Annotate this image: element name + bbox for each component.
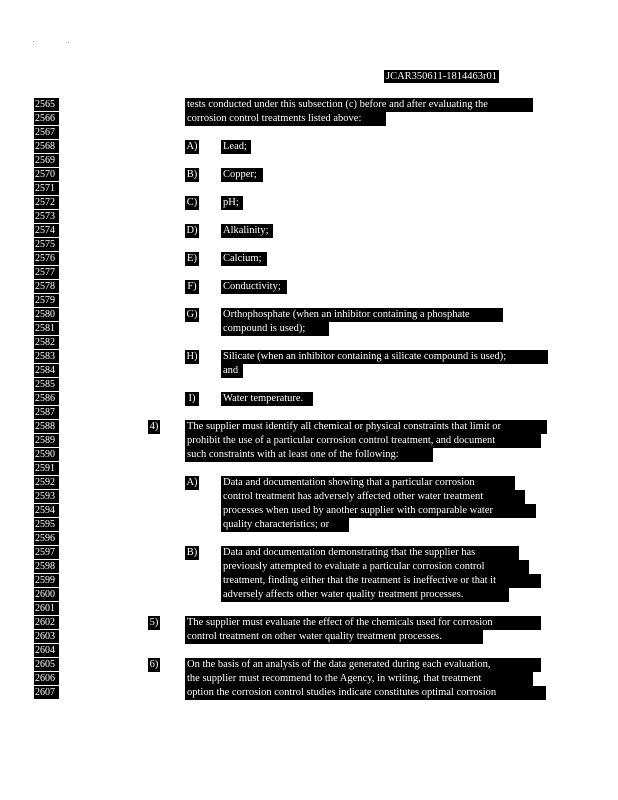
list-marker: H) (186, 351, 198, 362)
list-marker: G) (186, 309, 198, 320)
line-number: 2569 (34, 154, 59, 167)
list-item-text: processes when used by another supplier with comparable water (221, 504, 536, 518)
line-number: 2585 (34, 378, 59, 391)
line-number: 2597 (34, 546, 59, 559)
line-number: 2601 (34, 602, 59, 615)
list-item-text: quality characteristics; or (221, 518, 349, 532)
line-number: 2584 (34, 364, 59, 377)
line-number: 2583 (34, 350, 59, 363)
line-number: 2571 (34, 182, 59, 195)
line-number: 2565 (34, 98, 59, 111)
intro-line: tests conducted under this subsection (c) before and after evaluating the (185, 98, 533, 112)
line-number: 2599 (34, 574, 59, 587)
line-number: 2580 (34, 308, 59, 321)
paragraph-line: prohibit the use of a particular corrosion control treatment, and document (185, 434, 541, 448)
line-number: 2581 (34, 322, 59, 335)
line-number: 2575 (34, 238, 59, 251)
list-item-text: previously attempted to evaluate a particular corrosion control (221, 560, 529, 574)
paragraph-marker: 6) (149, 659, 159, 670)
line-number: 2577 (34, 266, 59, 279)
list-item-text: Orthophosphate (when an inhibitor containing a phosphate (221, 308, 503, 322)
list-marker: D) (186, 225, 198, 236)
list-item-text: Data and documentation showing that a particular corrosion (221, 476, 515, 490)
list-item-text: control treatment has adversely affected other water treatment (221, 490, 525, 504)
list-item-text: Water temperature. (221, 392, 313, 406)
list-item-text: Copper; (221, 168, 263, 182)
list-item-text: treatment, finding either that the treatment is ineffective or that it (221, 574, 541, 588)
list-item-text: pH; (221, 196, 243, 210)
document-id: JCAR350611-1814463r01 (386, 71, 498, 82)
list-marker: B) (186, 169, 198, 180)
list-item-text: Data and documentation demonstrating that the supplier has (221, 546, 519, 560)
line-number: 2602 (34, 616, 59, 629)
list-marker: C) (186, 197, 198, 208)
list-item-text: Silicate (when an inhibitor containing a silicate compound is used); (221, 350, 548, 364)
list-item-text: compound is used); (221, 322, 329, 336)
paragraph-line: The supplier must identify all chemical or physical constraints that limit or (185, 420, 547, 434)
paragraph-marker: 4) (149, 421, 159, 432)
paragraph-line: such constraints with at least one of the following: (185, 448, 433, 462)
paragraph-marker: 5) (149, 617, 159, 628)
list-item-text: Conductivity; (221, 280, 287, 294)
line-number: 2595 (34, 518, 59, 531)
line-number: 2606 (34, 672, 59, 685)
line-number: 2578 (34, 280, 59, 293)
line-number: 2576 (34, 252, 59, 265)
line-number: 2567 (34, 126, 59, 139)
list-item-text: Alkalinity; (221, 224, 273, 238)
line-number: 2589 (34, 434, 59, 447)
line-number: 2600 (34, 588, 59, 601)
line-number: 2568 (34, 140, 59, 153)
list-marker: A) (186, 141, 198, 152)
intro-line: corrosion control treatments listed above: (185, 112, 386, 126)
line-number: 2572 (34, 196, 59, 209)
line-number: 2604 (34, 644, 59, 657)
list-item-text: Calcium; (221, 252, 267, 266)
list-marker: A) (186, 477, 198, 488)
line-number: 2591 (34, 462, 59, 475)
list-marker: B) (186, 547, 198, 558)
line-number: 2573 (34, 210, 59, 223)
line-number: 2586 (34, 392, 59, 405)
list-item-text: adversely affects other water quality treatment processes. (221, 588, 509, 602)
paragraph-line: the supplier must recommend to the Agency, in writing, that treatment (185, 672, 533, 686)
list-item-text: and (221, 364, 243, 378)
list-item-text: Lead; (221, 140, 251, 154)
list-marker: F) (185, 280, 199, 294)
line-number: 2598 (34, 560, 59, 573)
paragraph-line: The supplier must evaluate the effect of the chemicals used for corrosion (185, 616, 541, 630)
line-number: 2593 (34, 490, 59, 503)
line-number: 2587 (34, 406, 59, 419)
line-number: 2570 (34, 168, 59, 181)
line-number: 2588 (34, 420, 59, 433)
scan-speck (68, 42, 69, 43)
line-number: 2603 (34, 630, 59, 643)
line-number: 2607 (34, 686, 59, 699)
paragraph-line: option the corrosion control studies indicate constitutes optimal corrosion (185, 686, 546, 700)
paragraph-line: On the basis of an analysis of the data generated during each evaluation, (185, 658, 541, 672)
list-marker: E) (185, 252, 199, 266)
scan-speck (33, 41, 34, 42)
line-number: 2579 (34, 294, 59, 307)
line-number: 2566 (34, 112, 59, 125)
line-number: 2596 (34, 532, 59, 545)
line-number: 2582 (34, 336, 59, 349)
line-number: 2574 (34, 224, 59, 237)
line-number: 2592 (34, 476, 59, 489)
line-number: 2590 (34, 448, 59, 461)
paragraph-line: control treatment on other water quality treatment processes. (185, 630, 483, 644)
line-number: 2605 (34, 658, 59, 671)
line-number: 2594 (34, 504, 59, 517)
list-marker: I) (185, 392, 199, 406)
